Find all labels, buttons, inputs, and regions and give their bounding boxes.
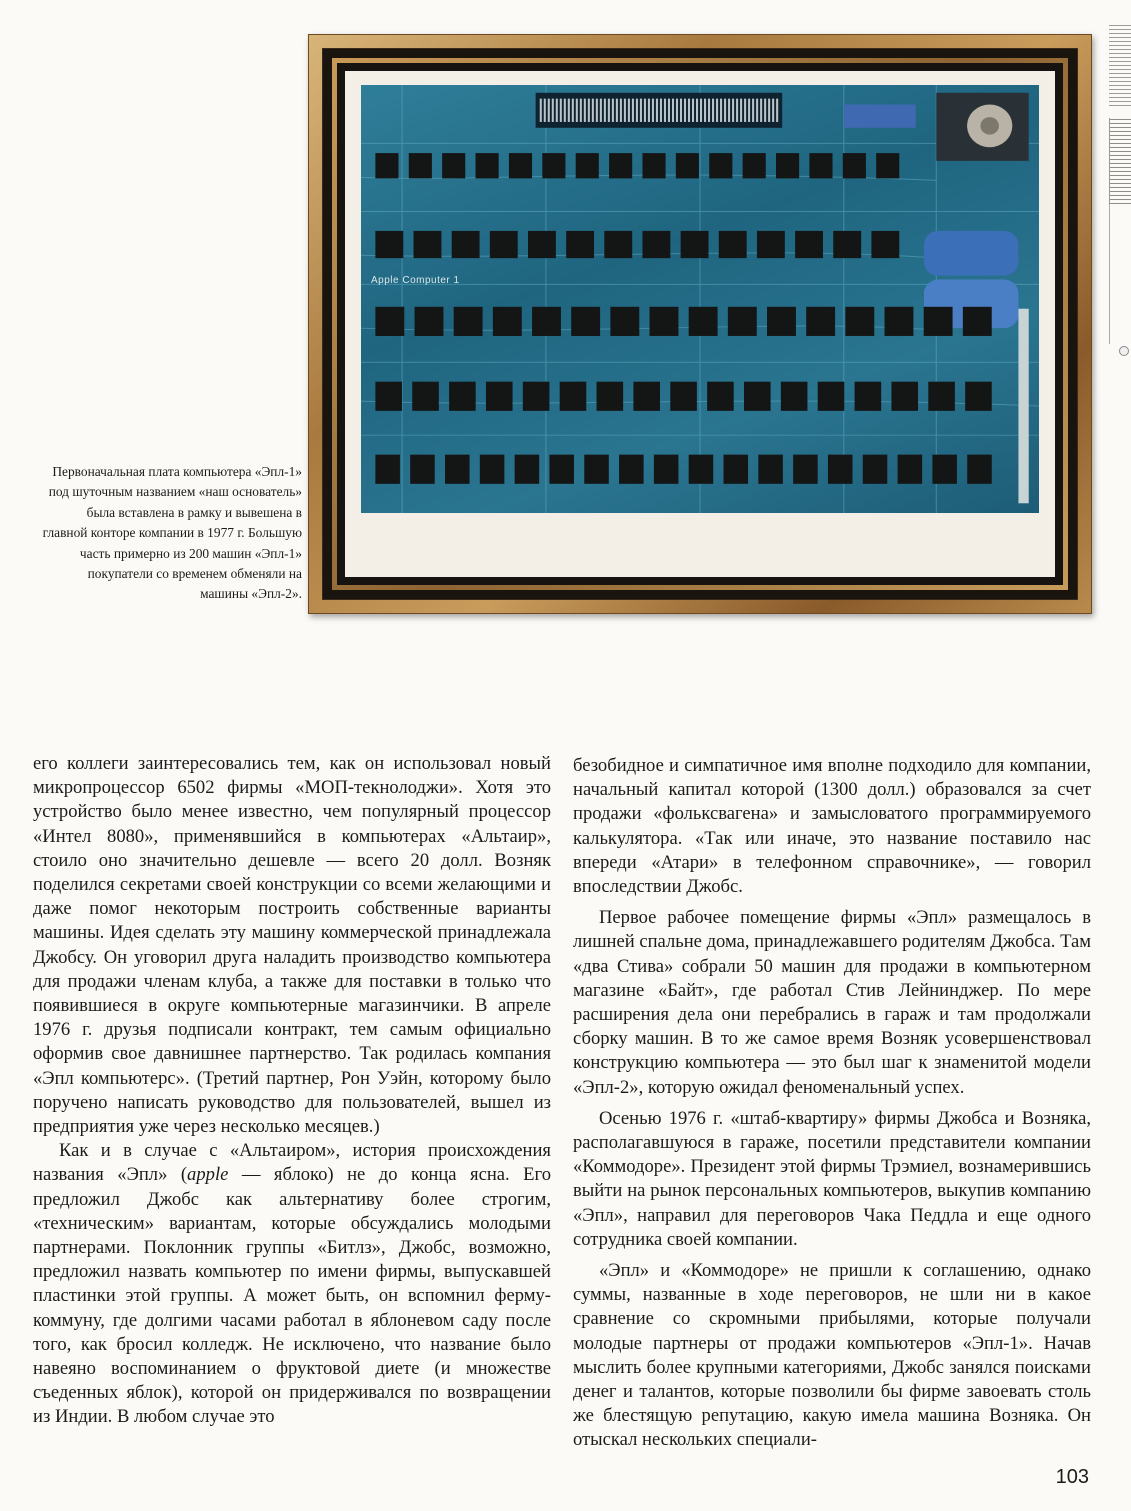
ic-chip	[793, 455, 818, 484]
connector-pin	[652, 99, 654, 122]
ic-chip	[375, 382, 402, 411]
ic-chip	[670, 382, 697, 411]
connector-pin	[764, 99, 766, 122]
ic-chip	[719, 231, 747, 258]
connector-pin	[688, 99, 690, 122]
ic-chip	[415, 307, 444, 336]
ic-chip	[486, 382, 513, 411]
ic-chip	[676, 153, 699, 178]
ic-chip	[728, 307, 757, 336]
connector-pin	[568, 99, 570, 122]
connector-pin	[660, 99, 662, 122]
ic-chip	[375, 153, 398, 178]
connector-pin	[680, 99, 682, 122]
connector-pin	[644, 99, 646, 122]
connector-pin	[640, 99, 642, 122]
figure-caption: Первоначальная плата компьютера «Эпл-1» под шуточным названием «наш основатель» была вставлена в рамку и вывешена в главной конторе компании в 1977 г. Большую часть примерно из 200 машин «Эпл-1» покупатели со временем обменяли на машины «Эпл-2».	[42, 464, 302, 602]
ic-chip	[898, 455, 923, 484]
connector-pin	[736, 99, 738, 122]
ic-chip	[843, 153, 866, 178]
circuit-board-drawing	[361, 85, 1039, 513]
ic-chip	[571, 307, 600, 336]
connector-pin	[676, 99, 678, 122]
ic-chip	[528, 231, 556, 258]
ic-chip	[818, 382, 845, 411]
connector-pin	[608, 99, 610, 122]
connector-pin	[724, 99, 726, 122]
connector-pin	[544, 99, 546, 122]
connector-pin	[720, 99, 722, 122]
connector-pin	[752, 99, 754, 122]
connector-pin	[672, 99, 674, 122]
connector-pin	[628, 99, 630, 122]
connector-pin	[748, 99, 750, 122]
paragraph: Первое рабочее помещение фирмы «Эпл» размещалось в лишней спальне дома, принадлежавшего родителям Джобса. Там «два Стива» собрали 50 машин для продажи в компьютерном магазине «Байт», где работал Стив Лейнинджер. По мере расширения дела они перебрались в гараж и там продолжали сборку машин. В то же самое время Возняк усовершенствовал конструкцию компьютера — это был шаг к знаменитой модели «Эпл-2», которую ожидал феноменальный успех.	[573, 907, 1091, 1098]
ic-chip	[515, 455, 540, 484]
connector-pin	[572, 99, 574, 122]
connector-pin	[740, 99, 742, 122]
connector-pin	[768, 99, 770, 122]
connector-pin	[636, 99, 638, 122]
ic-chip	[375, 455, 400, 484]
ic-chip	[449, 382, 476, 411]
page-edge-marks	[1105, 0, 1131, 380]
frame-gold-band	[332, 58, 1068, 590]
connector-pin	[696, 99, 698, 122]
ic-chip	[689, 307, 718, 336]
connector-pin	[708, 99, 710, 122]
ic-chip	[576, 153, 599, 178]
ic-chip	[375, 307, 404, 336]
ic-chip	[414, 231, 442, 258]
paragraph: Осенью 1976 г. «штаб-квартиру» фирмы Джобса и Возняка, располагавшуюся в гараже, посетили представители компании «Коммодоре». Президент этой фирмы Трэмиел, вознамерившись выйти на рынок персональных компьютеров, выкупив компанию «Эпл», направил для переговоров Чака Педдла и еще одного сотрудника своей компании.	[573, 1107, 1091, 1250]
italic-word: apple	[187, 1164, 229, 1186]
text-column-right	[573, 754, 1091, 1453]
connector-pin	[756, 99, 758, 122]
ic-chip	[480, 455, 505, 484]
ic-chip	[776, 153, 799, 178]
ic-chip	[442, 153, 465, 178]
connector-pin	[596, 99, 598, 122]
ic-chip	[709, 153, 732, 178]
ic-chip	[809, 153, 832, 178]
ic-chip	[795, 231, 823, 258]
ic-chip	[642, 153, 665, 178]
ic-chip	[855, 382, 882, 411]
ic-chip	[633, 382, 660, 411]
ic-chip	[967, 455, 992, 484]
connector-pin	[604, 99, 606, 122]
connector-pin	[548, 99, 550, 122]
ic-chip	[549, 455, 574, 484]
ic-chip	[707, 382, 734, 411]
connector-pin	[772, 99, 774, 122]
edge-rule	[1109, 204, 1131, 344]
ic-chip	[650, 307, 679, 336]
paragraph: его коллеги заинтересовались тем, как он использовал новый микропроцессор 6502 фирмы «МОП-текнолоджи». Хотя это устройство было менее известно, чем популярный процессор «Интел 8080», применявшийся в компьютерах «Альтаир», стоило оно значительно дешевле — всего 20 долл. Возняк поделился секретами своей конструкции со всеми желающими и даже помог некоторым построить собственные варианты машины. Идея сделать эту машину коммерческой принадлежала Джобсу. Он уговорил друга наладить производство компьютера для продажи членам клуба, а также для поставки в только что появившиеся в округе компьютерные магазинчики. В апреле 1976 г. друзья подписали контракт, тем самым официально оформив свое давнишнее партнерство. Так родилась компания «Эпл компьютерс». (Третий партнер, Рон Уэйн, которому было поручено написать руководство для пользователей, вышел из предприятия уже через несколько месяцев.)	[33, 753, 551, 1138]
ic-chip	[566, 231, 594, 258]
ic-chip	[597, 382, 624, 411]
page-number: 103	[1055, 1466, 1089, 1488]
ic-chip	[891, 382, 918, 411]
ic-chip	[410, 455, 435, 484]
ic-chip	[490, 231, 518, 258]
circuit-board-image	[361, 85, 1039, 513]
ic-chip	[744, 382, 771, 411]
paragraph: безобидное и симпатичное имя вполне подходило для компании, начальный капитал которой (1300 долл.) образовался за счет продажи «фольксвагена» и замысловатого программируемого калькулятора. «Так или иначе, это название поставило нас впереди «Атари» в телефонном справочнике», — говорил впоследствии Джобс.	[573, 755, 1091, 898]
connector-pin	[564, 99, 566, 122]
ic-chip	[871, 231, 899, 258]
ic-chip	[619, 455, 644, 484]
ic-chip	[642, 231, 670, 258]
connector-pin	[624, 99, 626, 122]
ic-chip	[542, 153, 565, 178]
connector-pin	[584, 99, 586, 122]
frame-border	[322, 48, 1078, 600]
text-column-left	[33, 752, 551, 1430]
ic-chip	[757, 231, 785, 258]
connector-pin	[620, 99, 622, 122]
connector-pin	[704, 99, 706, 122]
connector-pin	[716, 99, 718, 122]
connector-pin	[580, 99, 582, 122]
ic-chip	[833, 231, 861, 258]
ic-chip	[523, 382, 550, 411]
connector-pin	[556, 99, 558, 122]
connector-pin	[576, 99, 578, 122]
ic-chip	[689, 455, 714, 484]
ic-chip	[454, 307, 483, 336]
ic-chip	[609, 153, 632, 178]
ic-chip	[493, 307, 522, 336]
ic-chip	[758, 455, 783, 484]
ic-chip	[445, 455, 470, 484]
connector-pin	[540, 99, 542, 122]
connector-pin	[616, 99, 618, 122]
ic-chip	[806, 307, 835, 336]
ic-chip	[604, 231, 632, 258]
ic-chip	[584, 455, 609, 484]
ic-chip	[963, 307, 992, 336]
ic-chip	[885, 307, 914, 336]
ic-chip	[924, 307, 953, 336]
ic-chip	[452, 231, 480, 258]
ic-chip	[509, 153, 532, 178]
connector-pin	[612, 99, 614, 122]
connector-pin	[552, 99, 554, 122]
frame-dark-band	[337, 63, 1063, 585]
ic-chip	[965, 382, 992, 411]
ic-chip	[560, 382, 587, 411]
ic-chip	[876, 153, 899, 178]
connector-pin	[712, 99, 714, 122]
connector-pin	[744, 99, 746, 122]
ic-chip	[932, 455, 957, 484]
framed-photo	[308, 34, 1092, 614]
ic-chip	[845, 307, 874, 336]
ic-chip	[409, 153, 432, 178]
connector-pin	[760, 99, 762, 122]
ic-chip	[654, 455, 679, 484]
paragraph-text: — яблоко) не до конца ясна. Его предложил Джобс как альтернативу более строгим, «техническим» вариантам, которые обсуждались молодыми партнерами. Поклонник группы «Битлз», Джобс, возможно, предложил назвать компьютер по имени фирмы, выпускавшей пластинки этой группы. А может быть, он вспомнил ферму-коммуну, где долгими часами работал в яблоневом саду после того, как бросил колледж. Не исключено, что название было навеяно воспоминанием о фруктовой диете (и множестве съеденных яблок), которой он придерживался по возвращении из Индии. В любом случае это	[33, 1164, 551, 1428]
ic-chip	[928, 382, 955, 411]
ic-chip	[412, 382, 439, 411]
ic-chip	[724, 455, 749, 484]
photo-mat	[345, 71, 1055, 577]
ic-chip	[743, 153, 766, 178]
connector-pin	[600, 99, 602, 122]
connector-pin	[684, 99, 686, 122]
connector-pin	[632, 99, 634, 122]
ic-chip	[767, 307, 796, 336]
connector-pin	[592, 99, 594, 122]
paragraph	[33, 1139, 551, 1429]
ic-chip	[781, 382, 808, 411]
connector-pin	[664, 99, 666, 122]
ic-chip	[476, 153, 499, 178]
edge-tab-lines	[1109, 118, 1131, 204]
connector-pin	[560, 99, 562, 122]
connector-pin	[668, 99, 670, 122]
ic-chip	[681, 231, 709, 258]
connector-pin	[692, 99, 694, 122]
board-label: Apple Computer 1	[371, 275, 460, 286]
connector-pin	[728, 99, 730, 122]
connector-pin	[588, 99, 590, 122]
ic-chip	[828, 455, 853, 484]
edge-circle-icon	[1119, 346, 1129, 356]
ic-chip	[375, 231, 403, 258]
connector-pin	[700, 99, 702, 122]
edge-tab-lines	[1109, 24, 1131, 106]
connector-pin	[776, 99, 778, 122]
ic-chip	[863, 455, 888, 484]
connector-pin	[732, 99, 734, 122]
paragraph-text: Как и в случае с «Альтаиром», история происхождения названия «Эпл» (	[33, 1140, 551, 1186]
connector-pin	[648, 99, 650, 122]
ic-chip	[610, 307, 639, 336]
ic-chip	[532, 307, 561, 336]
connector-pin	[656, 99, 658, 122]
paragraph: «Эпл» и «Коммодоре» не пришли к соглашению, однако суммы, названные в ходе переговоров, не шли ни в какое сравнение со скромными прибылями, которые получали молодые партнеры от продажи компьютеров «Эпл-1». Начав мыслить более крупными категориями, Джобс занялся поисками денег и талантов, которые позволили бы фирме завоевать столь же блестящую репутацию, какую имела машина Возняка. Он отыскал нескольких специали-	[573, 1260, 1091, 1451]
